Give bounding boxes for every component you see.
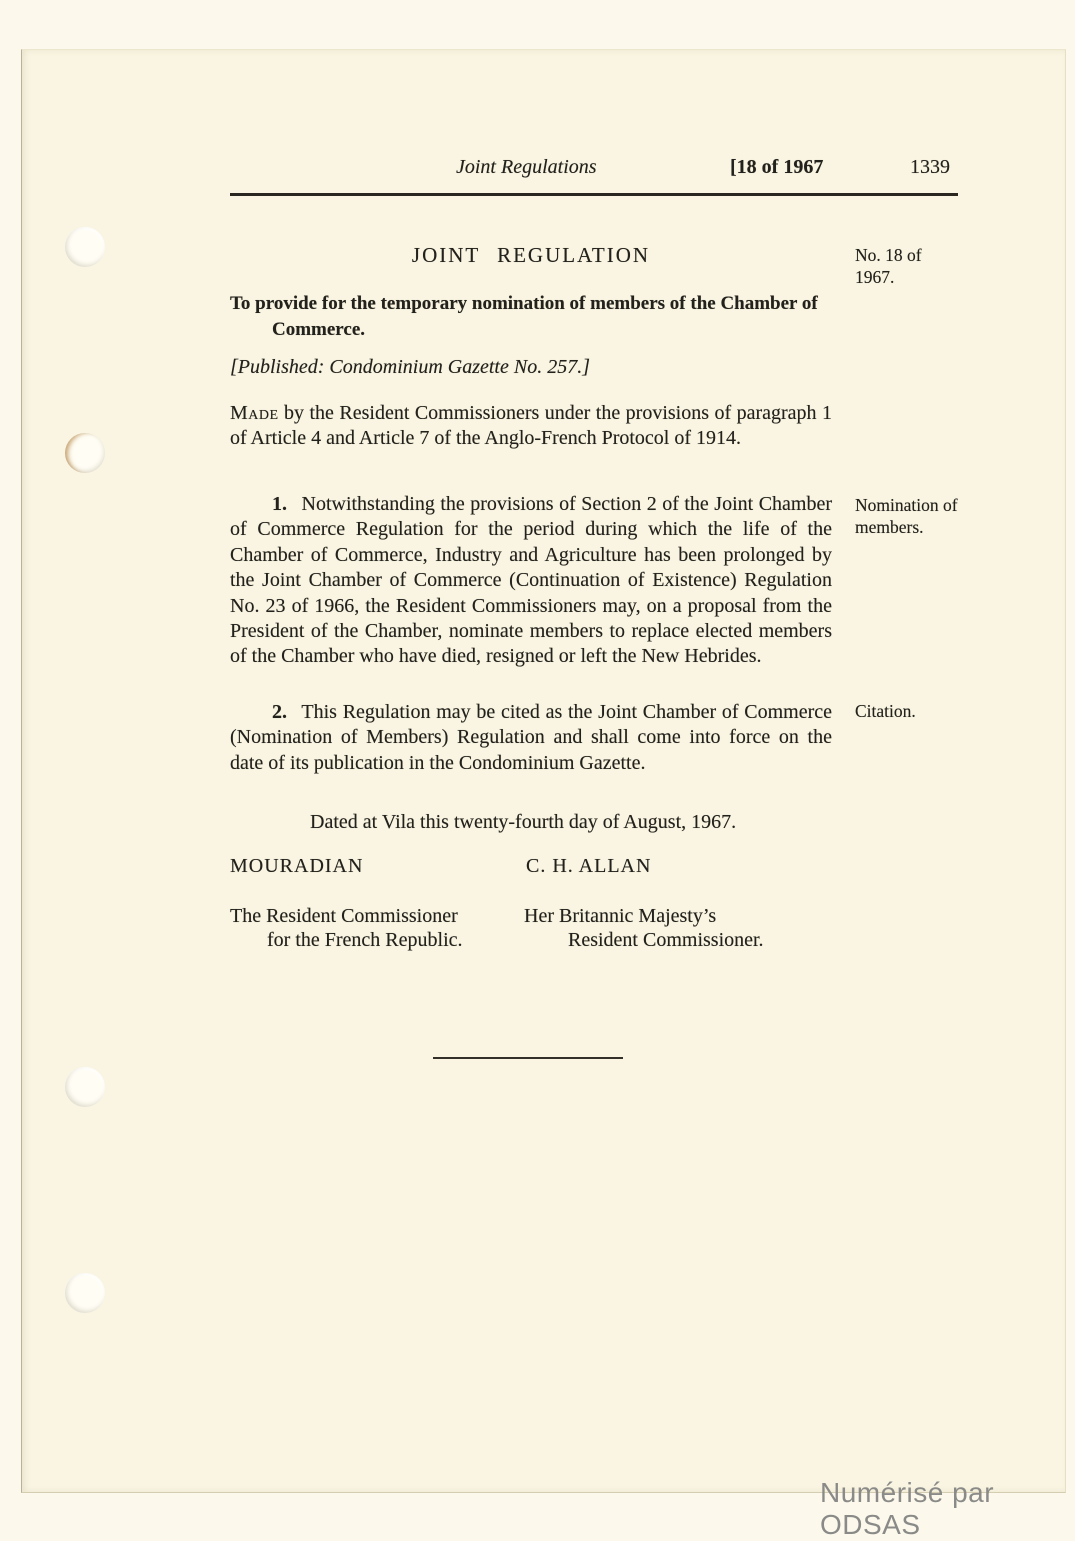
preamble-text: by the Resident Commissioners under the provisions of paragraph 1 of Article 4 and Article 7 of the Anglo-French Protocol of 1914. bbox=[230, 402, 832, 450]
section-1-number: 1. bbox=[272, 493, 287, 515]
signature-left-title bbox=[230, 904, 463, 952]
side-note-section-2: Citation. bbox=[855, 701, 916, 721]
running-header-title: Joint Regulations bbox=[456, 156, 597, 178]
section-1 bbox=[230, 492, 832, 670]
end-separator-rule bbox=[433, 1057, 623, 1059]
signature-right-title-line1: Her Britannic Majesty’s bbox=[524, 905, 717, 927]
preamble bbox=[230, 401, 832, 452]
side-note-regulation-number: No. 18 of 1967. bbox=[855, 245, 922, 287]
signature-right-title-line2: Resident Commissioner. bbox=[568, 929, 764, 951]
section-2-text: This Regulation may be cited as the Joint Chamber of Commerce (Nomination of Members) Regulation and shall come into force on the date of its publication in the Condominium Gazette. bbox=[230, 701, 833, 774]
running-header-page-number: 1339 bbox=[910, 156, 950, 178]
punch-hole-4 bbox=[65, 1273, 105, 1313]
punch-hole-3 bbox=[65, 1067, 105, 1107]
published-line: [Published: Condominium Gazette No. 257.] bbox=[230, 356, 590, 378]
regulation-title: JOINT REGULATION bbox=[411, 243, 651, 267]
punch-hole-2 bbox=[65, 433, 105, 473]
signature-right-title bbox=[524, 904, 764, 952]
signature-left-name: MOURADIAN bbox=[230, 855, 364, 877]
side-note-section-1: Nomination of members. bbox=[855, 495, 958, 537]
signature-left-title-line2: for the French Republic. bbox=[267, 929, 463, 951]
section-2-number: 2. bbox=[272, 701, 287, 723]
signature-left-title-line1: The Resident Commissioner bbox=[230, 905, 458, 927]
subject-heading: To provide for the temporary nomination of members of the Chamber of Commerce. bbox=[230, 293, 818, 340]
dated-line: Dated at Vila this twenty-fourth day of August, 1967. bbox=[310, 811, 737, 833]
header-rule bbox=[230, 193, 958, 196]
running-header-citation: [18 of 1967 bbox=[730, 156, 824, 178]
punch-hole-1 bbox=[65, 227, 105, 267]
signature-right-name: C. H. ALLAN bbox=[526, 855, 652, 877]
section-1-text: Notwithstanding the provisions of Section 2 of the Joint Chamber of Commerce Regulation for the period during which the life of the Chamber of Commerce, Industry and Agriculture has been prolonged by the Joint Chamber of Commerce (Continuation of Existence) Regulation No. 23 of 1966, the Resident Commissioners may, on a proposal from the President of the Chamber, nominate members to replace elected members of the Chamber who have died, resigned or left the New Hebrides. bbox=[230, 493, 832, 668]
preamble-lead-word: Made bbox=[230, 402, 279, 424]
scan-watermark: Numérisé par ODSAS bbox=[820, 1477, 995, 1540]
section-2 bbox=[230, 700, 832, 776]
